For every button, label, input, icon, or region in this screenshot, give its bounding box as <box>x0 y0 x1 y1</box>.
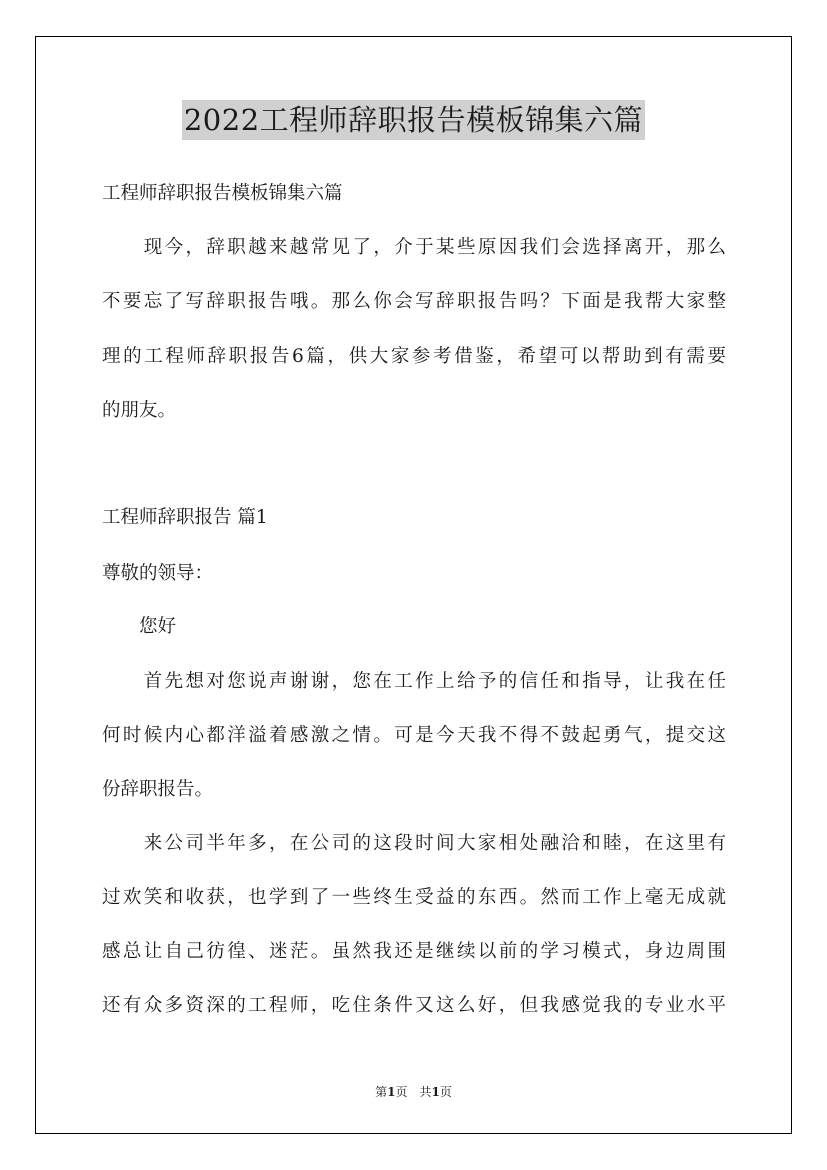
greeting: 您好 <box>102 616 177 637</box>
paragraph-2-line-4: 还有众多资深的工程师，吃住条件又这么好，但我感觉我的专业水平 <box>102 995 726 1016</box>
section-heading: 工程师辞职报告 篇1 <box>102 507 268 528</box>
paragraph-1-line-3: 份辞职报告。 <box>102 779 214 800</box>
document-title-text: 2022工程师辞职报告模板锦集六篇 <box>182 100 645 140</box>
footer-page-suffix: 页 共 <box>395 1085 432 1099</box>
paragraph-1-line-1: 首先想对您说声谢谢，您在工作上给予的信任和指导，让我在任 <box>102 671 726 692</box>
footer-page-number: 1 <box>387 1085 396 1099</box>
paragraph-1-line-2: 何时候内心都洋溢着感激之情。可是今天我不得不鼓起勇气，提交这 <box>102 725 726 746</box>
salutation: 尊敬的领导： <box>102 563 214 584</box>
footer-total-pages: 1 <box>431 1085 440 1099</box>
intro-line-2: 不要忘了写辞职报告哦。那么你会写辞职报告吗？下面是我帮大家整 <box>102 291 726 312</box>
intro-line-1: 现今，辞职越来越常见了，介于某些原因我们会选择离开，那么 <box>102 237 726 258</box>
paragraph-2-line-1: 来公司半年多，在公司的这段时间大家相处融洽和睦，在这里有 <box>102 833 726 854</box>
page-footer <box>0 1084 827 1100</box>
footer-total-suffix: 页 <box>439 1085 452 1099</box>
footer-page-prefix: 第 <box>375 1085 388 1099</box>
intro-line-4: 的朋友。 <box>102 400 177 421</box>
intro-line-3: 理的工程师辞职报告6篇，供大家参考借鉴，希望可以帮助到有需要 <box>102 346 726 367</box>
paragraph-2-line-3: 感总让自己彷徨、迷茫。虽然我还是继续以前的学习模式，身边周围 <box>102 941 726 962</box>
document-subtitle: 工程师辞职报告模板锦集六篇 <box>102 183 343 204</box>
paragraph-2-line-2: 过欢笑和收获，也学到了一些终生受益的东西。然而工作上毫无成就 <box>102 887 726 908</box>
document-title <box>0 100 827 140</box>
